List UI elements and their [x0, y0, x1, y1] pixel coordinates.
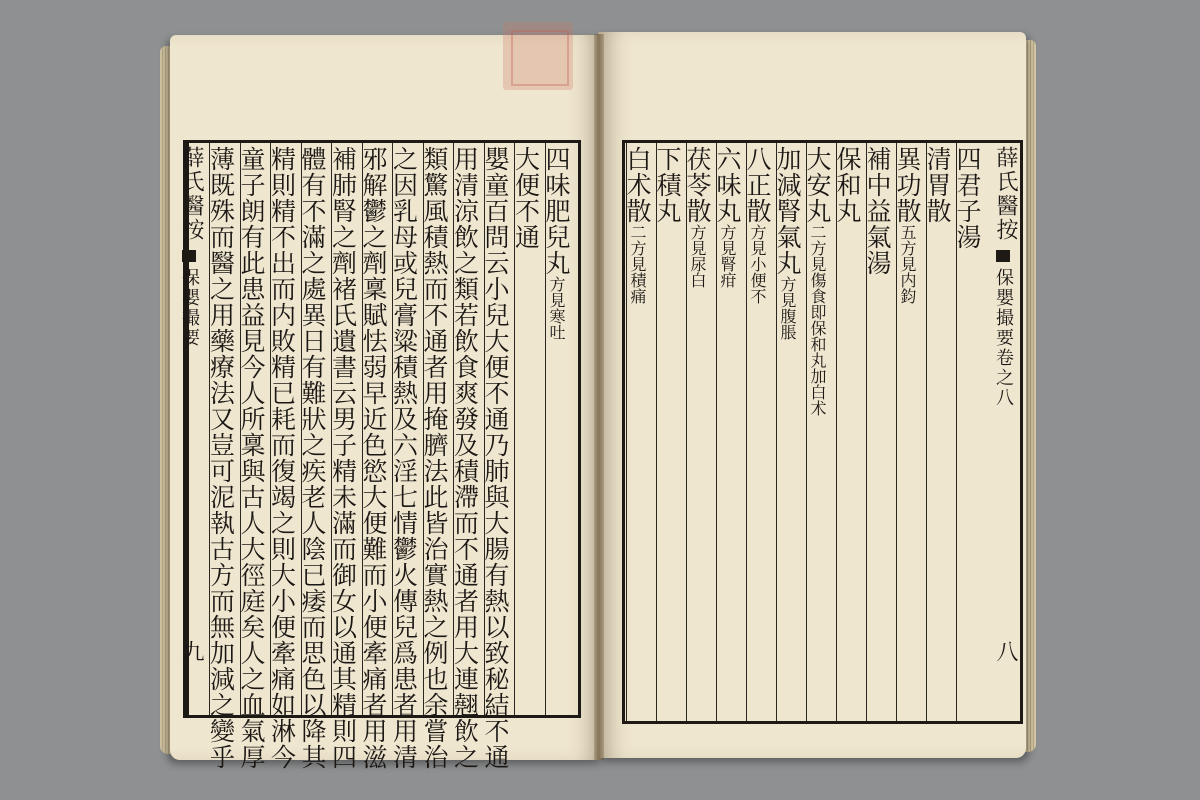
text-column [298, 146, 327, 770]
right-banner-page-number: 八 [993, 640, 1018, 664]
column-text: 補肺腎之劑褚氏遺書云男子精未滿而御女以通其精則四 [328, 146, 358, 770]
text-column [511, 146, 541, 701]
text-column [450, 146, 480, 770]
text-column [623, 146, 652, 701]
column-text: 異功散 [893, 146, 922, 224]
column-text: 四君子湯 [953, 146, 982, 250]
column-text: 用清涼飲之類若飲食爽發及積滯而不通者用大連翹飲之 [450, 146, 480, 770]
text-column [953, 146, 982, 701]
column-note: 方見尿白 [688, 224, 707, 288]
column-text: 下積丸 [653, 146, 682, 224]
text-column [653, 146, 682, 701]
column-note: 方見小便不 [748, 224, 767, 304]
text-column [206, 146, 236, 770]
column-text: 六味丸 [713, 146, 742, 224]
column-text: 四味肥兒丸 [542, 146, 571, 276]
column-text: 之因乳母或兒膏粱積熱及六淫七情鬱火傳兒爲患者用清 [389, 146, 419, 770]
text-column [481, 146, 510, 770]
text-column [420, 146, 449, 770]
column-note: 五方見内鈞 [898, 224, 917, 304]
left-banner-title: 薛氏醫按 [179, 146, 204, 242]
text-column [237, 146, 266, 770]
text-column [863, 146, 892, 701]
column-text: 精則精不出而内敗精已耗而復竭之則大小便牽痛如淋今 [267, 146, 297, 770]
column-text: 薄既殊而醫之用藥療法又豈可泥執古方而無加減之變乎 [206, 146, 236, 770]
column-note: 方見腎疳 [718, 224, 737, 288]
column-note: 方見腹脹 [778, 276, 797, 340]
text-column [389, 146, 419, 770]
text-column [683, 146, 712, 701]
text-column [267, 146, 297, 770]
column-text: 童子朗有此患益見今人所稟與古人大徑庭矣人之血氣厚 [237, 146, 266, 770]
text-column [743, 146, 772, 701]
column-text: 類驚風積熱而不通者用掩臍法此皆治實熱之例也余嘗治 [420, 146, 449, 770]
right-banner-subtitle: 保嬰撮要卷之八 [993, 268, 1014, 408]
text-column [803, 146, 832, 701]
text-column [833, 146, 862, 701]
column-text: 補中益氣湯 [863, 146, 892, 276]
text-column [542, 146, 571, 701]
fish-tail-mark [996, 250, 1010, 262]
column-note: 二方見傷食即保和丸加白术 [808, 224, 827, 416]
fish-tail-mark [182, 250, 196, 262]
column-text: 邪解鬱之劑稟賦怯弱早近色慾大便難而小便牽痛者用滋 [359, 146, 388, 770]
column-note: 方見寒吐 [547, 276, 566, 340]
left-banner-subtitle: 保嬰撮要 [179, 268, 200, 348]
column-text: 加減腎氣丸 [773, 146, 802, 276]
left-banner-page-number: 九 [179, 640, 204, 664]
text-column [773, 146, 802, 701]
column-text: 茯苓散 [683, 146, 712, 224]
column-note: 二方見積痛 [628, 224, 647, 304]
column-text: 保和丸 [833, 146, 862, 224]
column-text: 白术散 [623, 146, 652, 224]
text-column [923, 146, 952, 701]
column-text: 體有不滿之處異日有難狀之疾老人陰已痿而思色以降其 [298, 146, 327, 770]
column-text: 嬰童百問云小兒大便不通乃肺與大腸有熱以致秘結不通 [481, 146, 510, 770]
text-column [713, 146, 742, 701]
book-gutter [594, 34, 604, 760]
text-column [328, 146, 358, 770]
column-text: 八正散 [743, 146, 772, 224]
column-text: 大安丸 [803, 146, 832, 224]
column-text: 清胃散 [923, 146, 952, 224]
column-text: 大便不通 [511, 146, 541, 250]
library-seal-stamp [503, 22, 573, 90]
text-column [893, 146, 922, 701]
right-banner-title: 薛氏醫按 [993, 146, 1018, 242]
text-column [359, 146, 388, 770]
